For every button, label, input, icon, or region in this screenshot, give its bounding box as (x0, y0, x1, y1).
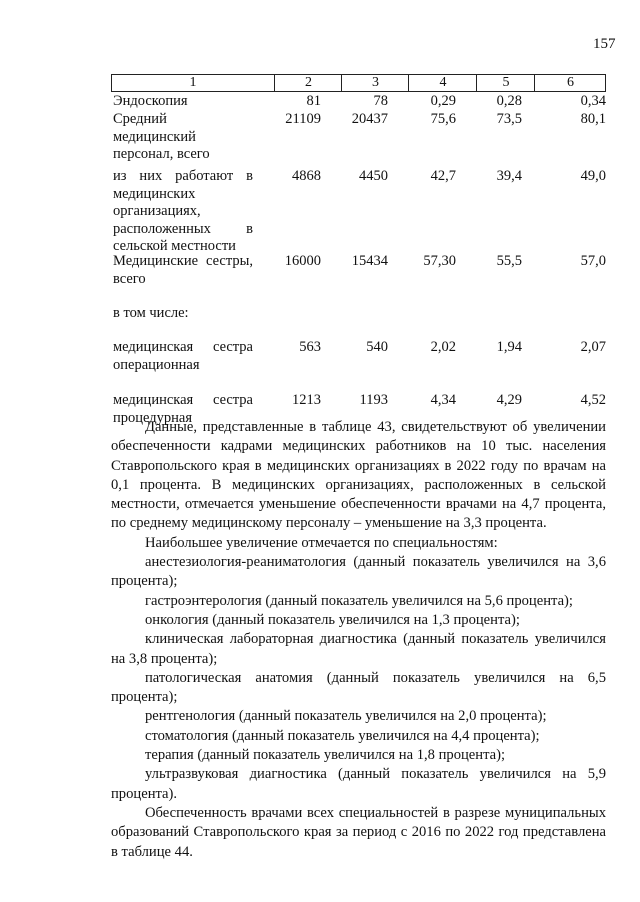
cell-value: 20437 (351, 111, 388, 127)
cell-value: 1,94 (496, 339, 522, 355)
cell-value: 4,52 (580, 392, 606, 408)
row-label: Эндоскопия (113, 93, 188, 109)
cell-value: 1193 (359, 392, 388, 408)
cell-value: 75,6 (430, 111, 456, 127)
cell-value: 0,29 (430, 93, 456, 109)
header-cell-1: 1 (189, 75, 197, 90)
cell-value: 57,30 (423, 253, 456, 269)
cell-value: 15434 (351, 253, 388, 269)
cell-value: 42,7 (430, 168, 456, 184)
specialty-item: стоматология (данный показатель увеличился на 4,4 процента); (145, 727, 540, 744)
cell-value: 57,0 (580, 253, 606, 269)
cell-value: 49,0 (580, 168, 606, 184)
cell-value: 4868 (292, 168, 321, 184)
cell-value: 2,02 (430, 339, 456, 355)
cell-value: 55,5 (496, 253, 522, 269)
cell-value: 78 (373, 93, 388, 109)
specialty-item: онкология (данный показатель увеличился на 1,3 процента); (145, 611, 520, 628)
row-label: Медицинские сестры, всего (113, 253, 253, 287)
row-label: в том числе: (113, 305, 189, 321)
cell-value: 21109 (285, 111, 321, 127)
cell-value: 73,5 (496, 111, 522, 127)
cell-value: 4450 (359, 168, 388, 184)
paragraph-summary: Данные, представленные в таблице 43, свидетельствуют об увеличении обеспеченности кадрами медицинских работников на 10 тыс. населения Ставропольского края в медицинских организациях в 2022 году по врачам на 0,1 процента. В медицинских организациях, расположенных в сельской местности, отмечается уменьшение обеспеченности врачами на 4,7 процента, по среднему медицинскому персоналу – уменьшение на 3,3 процента. (111, 419, 606, 532)
specialty-item: ультразвуковая диагностика (данный показатель увеличился на 5,9 процента). (111, 766, 606, 802)
cell-value: 4,34 (430, 392, 456, 408)
header-cell-5: 5 (476, 75, 535, 91)
header-cell-4: 4 (408, 75, 477, 91)
cell-value: 39,4 (496, 168, 522, 184)
row-label: медицинская сестра процедурная (113, 392, 253, 426)
cell-value: 80,1 (580, 111, 606, 127)
header-cell-6: 6 (534, 75, 606, 91)
specialty-item: терапия (данный показатель увеличился на 1,8 процента); (145, 747, 506, 764)
paragraph-conclusion: Обеспеченность врачами всех специальностей в разрезе муниципальных образований Ставропольского края за период с 2016 по 2022 год представлена в таблице 44. (111, 804, 606, 860)
specialty-item: гастроэнтерология (данный показатель увеличился на 5,6 процента); (145, 592, 573, 609)
specialty-item: клиническая лабораторная диагностика (данный показатель увеличился на 3,8 процента); (111, 631, 606, 667)
cell-value: 540 (366, 339, 388, 355)
cell-value: 4,29 (496, 392, 522, 408)
header-cell-2: 2 (274, 75, 342, 91)
cell-value: 16000 (284, 253, 321, 269)
table-header-row (111, 74, 606, 92)
page-number: 157 (593, 36, 616, 52)
cell-value: 563 (299, 339, 321, 355)
specialty-item: патологическая анатомия (данный показатель увеличился на 6,5 процента); (111, 669, 606, 706)
body-text (111, 418, 606, 862)
cell-value: 81 (306, 93, 321, 109)
paragraph-intro: Наибольшее увеличение отмечается по специальностям: (145, 534, 498, 551)
cell-value: 1213 (292, 392, 321, 408)
specialty-item: анестезиология-реаниматология (данный показатель увеличился на 3,6 процента); (111, 554, 606, 590)
cell-value: 0,34 (580, 93, 606, 109)
header-cell-3: 3 (341, 75, 409, 91)
specialty-item: рентгенология (данный показатель увеличился на 2,0 процента); (145, 708, 547, 725)
cell-value: 0,28 (496, 93, 522, 109)
row-label: Средний медицинский персонал, всего (113, 111, 210, 162)
row-label: медицинская сестра операционная (113, 339, 253, 373)
cell-value: 2,07 (580, 339, 606, 355)
row-label: из них работают в медицинских организациях, расположенных в сельской местности (113, 168, 253, 254)
